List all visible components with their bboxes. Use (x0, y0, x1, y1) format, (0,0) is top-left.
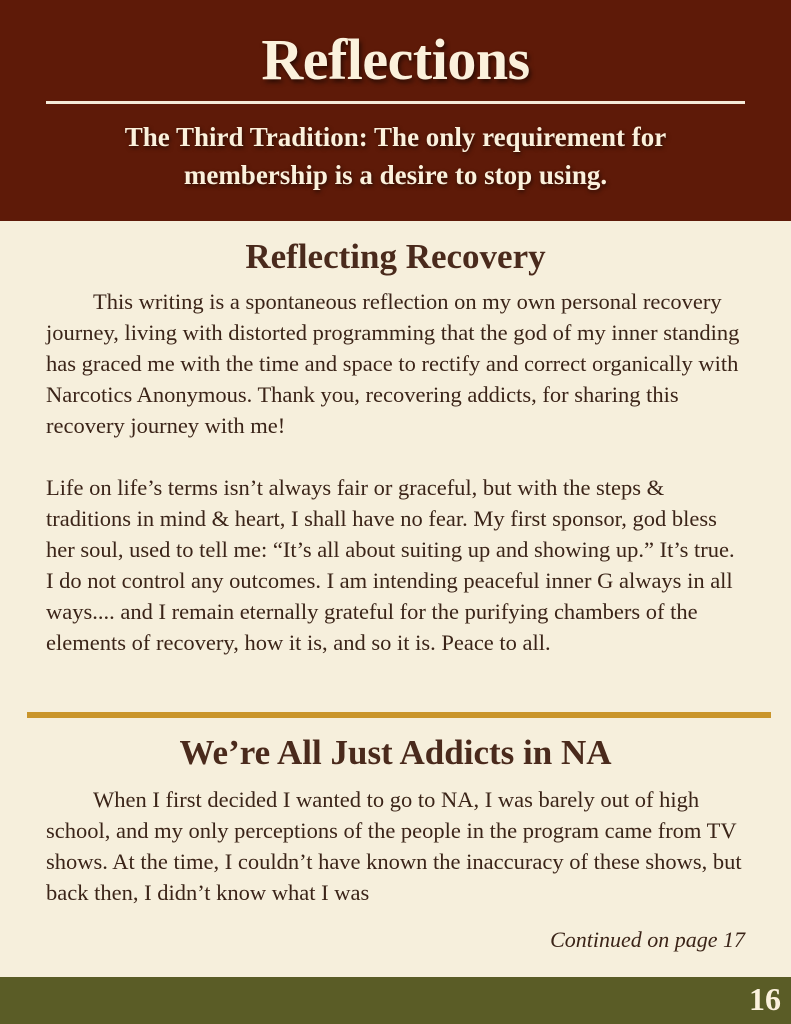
section-divider (27, 712, 771, 718)
article-paragraph: This writing is a spontaneous reflection on my own personal recovery journey, living with distorted programming that the god of my inner standing has graced me with the time and space to rectify and correct organically with Narcotics Anonymous. Thank you, recovering addicts, for sharing this recovery journey with me! (46, 289, 740, 438)
continued-link[interactable]: Continued on page 17 (550, 927, 745, 952)
page-subtitle: The Third Tradition: The only requirement for membership is a desire to stop using. (124, 122, 667, 190)
article-body-reflecting-recovery (46, 286, 746, 658)
page-title: Reflections (261, 27, 530, 92)
article-heading-addicts-in-na: We’re All Just Addicts in NA (179, 733, 612, 772)
article-paragraph: When I first decided I wanted to go to NA, I was barely out of high school, and my only perceptions of the people in the program came from TV shows. At the time, I couldn’t have known the inaccuracy of these shows, but back then, I didn’t know what I was (46, 787, 742, 905)
article-body-addicts-in-na (46, 784, 746, 908)
footer-bar (0, 977, 791, 1024)
header-divider (46, 101, 745, 104)
article-heading-reflecting-recovery: Reflecting Recovery (245, 237, 546, 276)
page-number: 16 (749, 981, 781, 1017)
article-paragraph: Life on life’s terms isn’t always fair or graceful, but with the steps & traditions in mind & heart, I shall have no fear. My first sponsor, god bless her soul, used to tell me: “It’s all about suiting up and showing up.” It’s true. I do not control any outcomes. I am intending peaceful inner G always in all ways.... and I remain eternally grateful for the purifying chambers of the elements of recovery, how it is, and so it is. Peace to all. (46, 475, 735, 655)
header-banner (0, 0, 791, 221)
